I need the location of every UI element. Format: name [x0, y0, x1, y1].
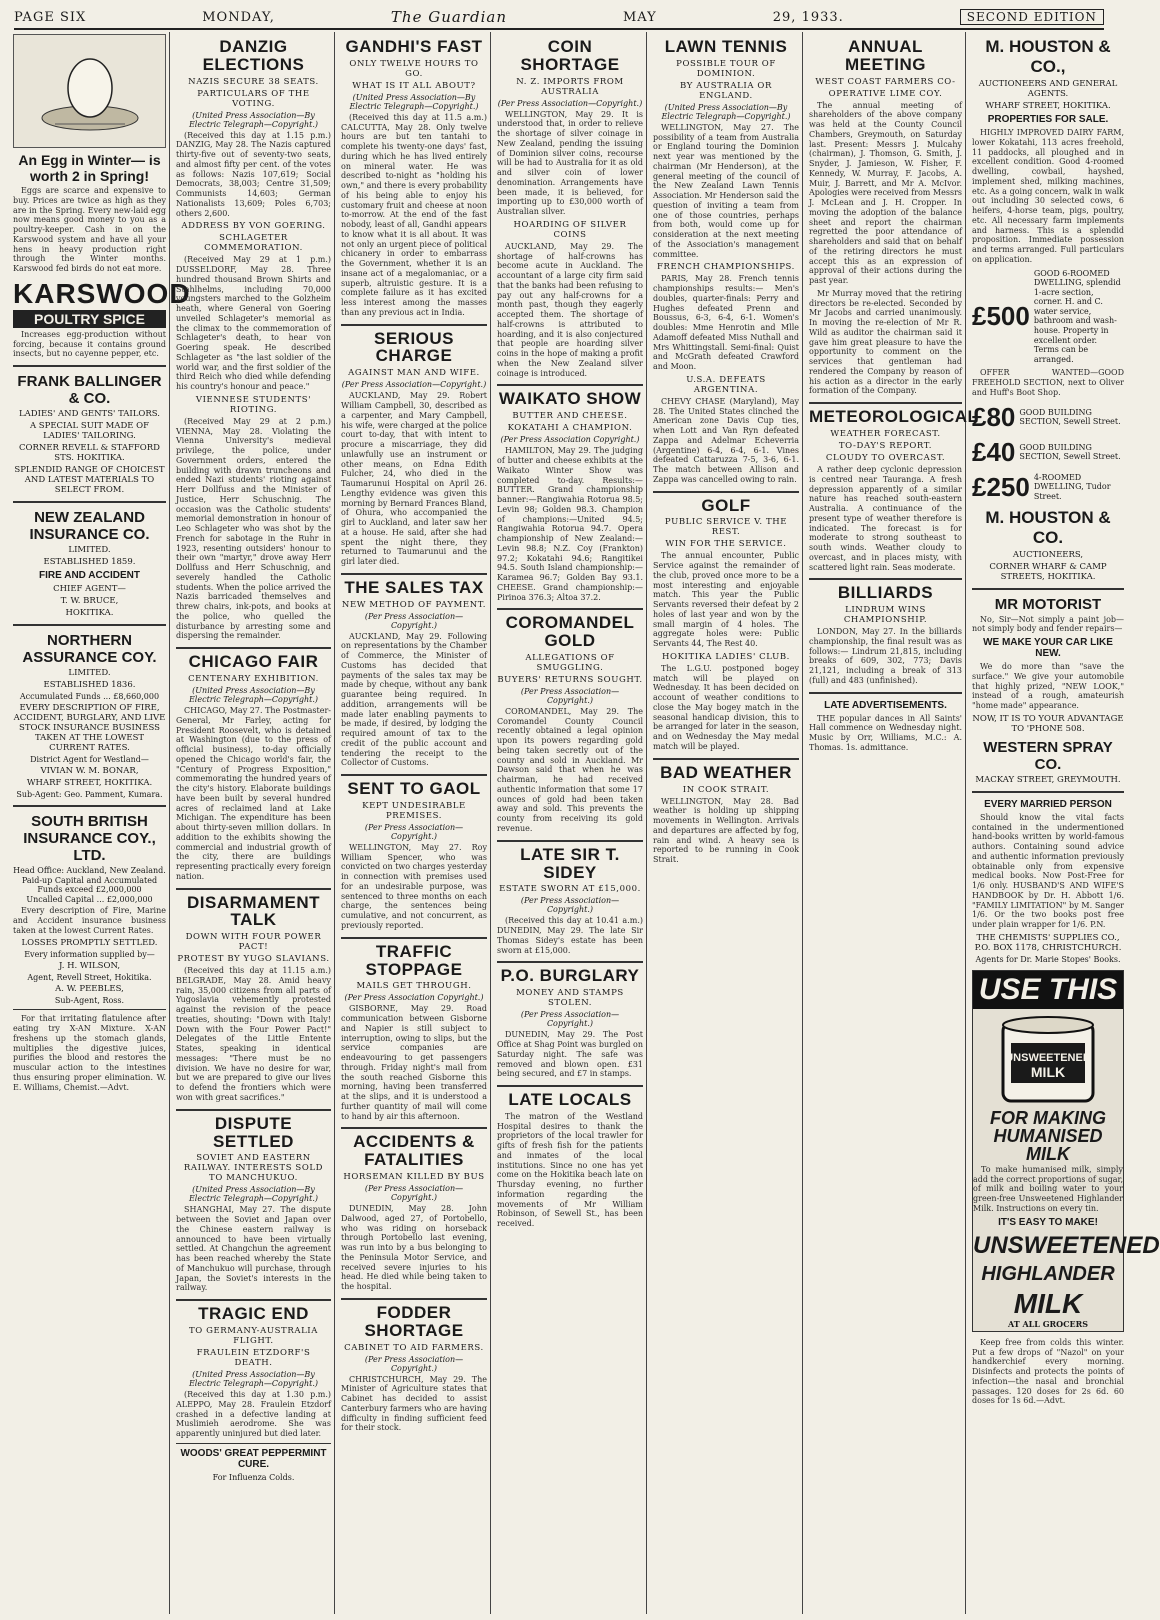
headline-gandhi: GANDHI'S FAST [345, 37, 483, 56]
headline-coromandel: COROMANDEL GOLD [497, 608, 643, 650]
traffic-credit: (Per Press Association Copyright.) [344, 993, 484, 1003]
sales-credit: (Per Press Association— Copyright.) [364, 611, 464, 630]
columns [10, 32, 1160, 1614]
headline-annual-meeting: ANNUAL MEETING [845, 37, 926, 74]
ladies-body: The L.G.U. postponed bogey match will be played on Wednesday. It has been decided on account of weather conditions to close the May bogey match in the seasonal handicap division, this to be arranged for later in the season, and on Wednesday the May medal match will be played. [653, 663, 799, 751]
price-40 [972, 437, 1124, 468]
price-250 [972, 472, 1124, 503]
paper-name: The Guardian [390, 8, 507, 26]
south-british-office: Head Office: Auckland, New Zealand. [13, 866, 166, 876]
south-british-uncalled: Uncalled Capital ... £2,000,000 [26, 895, 153, 905]
billiards-sub: LINDRUM WINS CHAMPIONSHIP. [843, 605, 928, 626]
houston-title: M. HOUSTON & CO., [985, 37, 1111, 76]
tennis-sub-1: POSSIBLE TOUR OF DOMINION. [676, 58, 776, 79]
chief-agent-label: CHIEF AGENT— [53, 584, 126, 595]
vienna-body: (Received May 29 at 2 p.m.) VIENNA, May 28. Violating the Vienna University's medieval privilege, the police, under Government orders, entered the building with drawn truncheons and ended Nazi students' rioting against Herr Dollfuss and the Minister of Justice, Herr Schuschnig. The occasion was the Catholic students' memorial demonstration in honour of Leo Schlageter who was shot by the French for sabotage in the Ruhr in 1923, resenting outsiders' honour to their own "martyr," drove away Herr Dollfuss and Herr Schuschnig, and severely handled the Catholic students. When the police arrived the Nazis barricaded themselves and threw chairs, ink-pots, and books at the police, who quelled the disturbance by arresting some and dispersing the remainder. [176, 416, 331, 641]
coromandel-credit: (Per Press Association— Copyright.) [520, 686, 620, 705]
headline-dispute: DISPUTE SETTLED [176, 1109, 331, 1151]
tennis-body: WELLINGTON, May 27. The possibility of a team from Australia or England touring the Dominion next year was mentioned by the chairman (Mr Henderson), at the general meeting of the council of the New Zealand Lawn Tennis Association. Mr Henderson said the question of inviting a team from one of those countries, perhaps from both, would come up for consideration at the next meeting of the Association's management committee. [653, 122, 799, 259]
western-spray-title: WESTERN SPRAY CO. [983, 738, 1113, 773]
milk-can-icon [973, 1013, 1123, 1105]
tennis-credit: (United Press Association—By Electric Telegraph—Copyright.) [661, 102, 791, 121]
egg-nest-icon [35, 46, 145, 136]
chief-agent-town: HOKITIKA. [65, 608, 114, 619]
headline-sent-to-gaol: SENT TO GAOL [341, 774, 487, 798]
masthead [14, 6, 1104, 30]
column-2 [173, 32, 335, 1614]
northern-established: ESTABLISHED 1836. [43, 680, 136, 691]
accidents-credit: (Per Press Association— Copyright.) [364, 1184, 464, 1203]
headline-lawn-tennis: LAWN TENNIS [664, 37, 788, 56]
danzig-body: (Received this day at 1.15 p.m.) DANZIG, May 28. The Nazis captured thirty-five out of seventy-two seats, and almost fifty per cent. of the votes as follows: Nazis 107,619; Social Democrats, 38,003; Centre 31,509; Communists 14,603; German Nationalists 13,609; Poles 6,703; others 2,600. [176, 130, 331, 218]
south-british-description: Every description of Fire, Marine and Accident insurance business taken at the lowest Current Rates. [13, 906, 166, 935]
coromandel-sub-1: ALLEGATIONS OF SMUGGLING. [525, 652, 615, 673]
davis-heading: U.S.A. DEFEATS ARGENTINA. [686, 374, 766, 395]
wilson-address: Agent, Revell Street, Hokitika. [27, 973, 152, 983]
egg-ad-title: An Egg in Winter— is worth 2 in Spring! [18, 152, 161, 185]
northern-limited: LIMITED. [68, 668, 111, 679]
page-number: PAGE SIX [14, 9, 87, 25]
milk-body: To make humanised milk, simply add the correct proportions of sugar, of milk and boiling water to your green-free Unsweetened Highlander Milk. Instructions on every tin. [973, 1164, 1123, 1213]
egg-illustration [13, 34, 166, 148]
annual-sub-2: OPERATIVE LIME COY. [828, 88, 943, 99]
waikato-credit: (Per Press Association Copyright.) [500, 435, 640, 445]
gandhi-sub-1: ONLY TWELVE HOURS TO GO. [349, 58, 479, 79]
ballinger-address: CORNER REVELL & STAFFORD STS. HOKITIKA. [19, 443, 160, 464]
late-advertisements-heading: LATE ADVERTISEMENTS. [824, 699, 947, 711]
chicago-credit: (United Press Association—By Electric Telegraph—Copyright.) [188, 686, 319, 705]
met-sub-3: CLOUDY TO OVERCAST. [825, 453, 946, 464]
schlageter-heading: SCHLAGETER COMMEMORATION. [204, 233, 303, 254]
married-heading: EVERY MARRIED PERSON [984, 798, 1112, 810]
price-500-amount: £500 [972, 300, 1030, 331]
tragic-credit: (United Press Association—By Electric Telegraph—Copyright.) [188, 1370, 319, 1388]
houston-address-2: CORNER WHARF & CAMP STREETS, HOKITIKA. [989, 561, 1107, 582]
peebles-address: Sub-Agent, Ross. [54, 996, 125, 1006]
annual-sub-1: WEST COAST FARMERS CO- [815, 76, 956, 87]
headline-meteorological: METEOROLOGICAL [809, 402, 962, 426]
headline-billiards: BILLIARDS [809, 578, 962, 602]
price-80-text: GOOD BUILDING SECTION, Sewell Street. [1019, 407, 1121, 427]
golf-body: The annual encounter, Public Service against the remainder of the club, proved once more to be a most interesting and enjoyable match. This year the Public Servants reversed their defeat by 2 holes of last year and won by the small margin of 4 holes. The aggregate holes were: Public Servants 44, The Rest 40. [653, 551, 799, 649]
column-4 [494, 32, 647, 1614]
billiards-body: LONDON, May 27. In the billiards championship, the final result was as follows:— Lindrum 21,815, including breaks of 609, 302, 773; Davis 21,121, including a break of 313 (full) and 483 (unfinished). [809, 627, 962, 685]
divider [972, 588, 1124, 590]
ballinger-sub: LADIES' AND GENTS' TAILORS. [18, 409, 160, 420]
northern-funds: Accumulated Funds ... £8,660,000 [19, 692, 160, 702]
for-making-heading: FOR MAKING HUMANISED MILK [990, 1107, 1106, 1164]
headline-sales-tax: THE SALES TAX [341, 573, 487, 597]
headline-bad-weather: BAD WEATHER [653, 758, 799, 782]
headline-accidents: ACCIDENTS & FATALITIES [341, 1127, 487, 1169]
motorist-body-2: We do more than "save the surface." We give your automobile that highly prized, "NEW LOOK," instead of a rough, amateurish "home made" appearance. [972, 662, 1124, 711]
danzig-credit: (United Press Association—By Electric Telegraph—Copyright.) [188, 110, 319, 129]
column-1 [10, 32, 191, 1614]
headline-chicago: CHICAGO FAIR [176, 647, 331, 671]
nz-insurance-established: ESTABLISHED 1859. [43, 557, 136, 568]
price-500-text: GOOD 6-ROOMED DWELLING, splendid 1-acre section, corner. H. and C. water service, bathroom and wash-house. Property in excellent order. Terms can be arranged. [1033, 268, 1121, 364]
fodder-credit: (Per Press Association— Copyright.) [364, 1354, 464, 1373]
divider [809, 692, 962, 694]
divider [176, 1443, 331, 1444]
info-supplied: Every information supplied by— [24, 950, 155, 960]
serious-credit: (Per Press Association—Copyright.) [341, 380, 487, 390]
divider [13, 1009, 166, 1010]
headline-fodder: FODDER SHORTAGE [341, 1298, 487, 1340]
district-agent-label: District Agent for Westland— [30, 755, 149, 765]
price-250-text: 4-ROOMED DWELLING, Tudor Street. [1033, 472, 1111, 501]
sidey-body: (Received this day at 10.41 a.m.) DUNEDIN, May 29. The late Sir Thomas Sidey's estate has been sworn at £15,000. [497, 916, 643, 955]
waikato-body: HAMILTON, May 29. The judging of butter and cheese exhibits at the Waikato Winter Show was completed to-day. Results:— BUTTER. Grand championship banner:—Rangiwahia Rotorua 98.5; Levin 98; Golden 98.3. Champion of champions:—United 94.5; Rangiwahia Rotorua 94.7. Opera championship of New Zealand:—Levin 98.8; N.Z. Coy (Frankton) 97.2; Kokatahi 94.6; Rangitikei 94.5. South Island championship:—Karamea 96.7; Golden Bay 93.1. CHEESE. Grand championship:—Pirinoa 376.3; Altoa 37.2. [497, 446, 643, 602]
houston-sub-2: AUCTIONEERS, [1012, 549, 1084, 560]
ballinger-special: A SPECIAL SUIT MADE OF LADIES' TAILORING. [29, 421, 150, 442]
masthead-month: MAY [623, 9, 657, 25]
xan-advert: For that irritating flatulence after eating try X-AN Mixture. X-AN freshens up the stomach glands, multiplies the digestive juices, purifies the blood and restores the muscular action to the intestines thus ensuring proper elimination. W. E. Williams, Chemist.—Advt. [13, 1014, 166, 1092]
gandhi-sub-2: WHAT IS IT ALL ABOUT? [352, 80, 476, 91]
woods-sub: For Influenza Colds. [212, 1472, 295, 1482]
serious-body: AUCKLAND, May 29. Robert William Campbell, 30, described as a carpenter, and Mary Campbell, his wife, were charged at the police court to-day, that with intent to procure a miscarriage, they did unlawfully use an instrument or other means, on Edna Edith Fulcher, 24, who died in the Taumarunui Hospital on April 26. Lengthy evidence was given this morning by Bernard Frances Bland, of Ohura, who accompanied the girl to Auckland, and later saw her at a house. He said, after she had spent the night there, they returned to Taumarunui and the girl later died. [341, 391, 487, 567]
dispute-credit: (United Press Association—By Electric Telegraph—Copyright.) [188, 1185, 319, 1204]
accidents-body: DUNEDIN, May 28. John Dalwood, aged 27, of Portobello, who was riding on horseback through Portobello last evening, was run into by a bus belonging to the Peninsula Motor Service, and received severe injuries to his head. He died while being taken to the hospital. [341, 1204, 487, 1292]
golf-sub: PUBLIC SERVICE V. THE REST. [664, 517, 788, 538]
column-7 [969, 32, 1160, 1614]
motorist-title: MR MOTORIST [994, 595, 1102, 613]
price-80 [972, 402, 1124, 433]
chemists-agents: Agents for Dr. Marie Stopes' Books. [975, 954, 1121, 964]
district-agent-name: VIVIAN W. M. BONAR, [40, 766, 139, 777]
headline-burglary: P.O. BURGLARY [497, 961, 643, 985]
chemists-supplies: THE CHEMISTS' SUPPLIES CO., P.O. BOX 1178, CHRISTCHURCH. [974, 932, 1122, 953]
south-british-title: SOUTH BRITISH INSURANCE COY., LTD. [23, 813, 156, 865]
divider [972, 791, 1124, 793]
price-250-amount: £250 [972, 471, 1030, 502]
northern-description: EVERY DESCRIPTION OF FIRE, ACCIDENT, BURGLARY, AND LIVE STOCK INSURANCE BUSINESS TAKEN AT THE LOWEST CURRENT RATES. [13, 703, 166, 754]
column-6 [806, 32, 979, 1614]
chicago-body: CHICAGO, May 27. The Postmaster-General, Mr Farley, acting for President Roosevelt, who is detained at Washington (due to the press of official business), to-day officially opened the Chicago world's fair, the "Century of Progress Exposition," commemorating the hundred years of the city's history. Elaborate buildings have been built by several hundred acres of reclaimed land at Lake Michigan. The expenditure has been about thirty-seven million dollars. In addition to the exhibits showing the commercial and industrial growth of the city, there are buildings representing practically every foreign nation. [176, 706, 331, 881]
ballinger-title: FRANK BALLINGER & CO. [17, 373, 162, 408]
accidents-sub: HORSEMAN KILLED BY BUS [343, 1172, 485, 1183]
price-40-text: GOOD BUILDING SECTION, Sewell Street. [1019, 442, 1121, 462]
weather-body: WELLINGTON, May 28. Bad weather is holding up shipping movements in Wellington. Arrivals and departures are affected by fog, rain and wind. A heavy sea is reported to be running in Cook Strait. [653, 796, 799, 865]
french-body: PARIS, May 28. French tennis championships results:— Men's doubles, quarter-finals: Perry and Hughes defeated Prenn and Boussus, 6-3, 6-4, 6-1. Women's doubles: Mme Henrotin and Mlle Adamoff defeated Miss Nuthall and Mrs Whittingstall. Semi-final: Quist and McGrath defeated Crawford and Moon. [653, 274, 799, 372]
nazol-advert: Keep free from colds this winter. Put a few drops of "Nazol" on your handkerchief every morning. Disinfects and protects the points of infection—the nasal and bronchial passages. 120 doses for 2s 6d. 60 doses for 1s 6d.—Advt. [972, 1337, 1124, 1406]
price-40-amount: £40 [972, 436, 1016, 467]
woods-advert: WOODS' GREAT PEPPERMINT CURE. [180, 1447, 327, 1470]
motorist-body: No, Sir—Not simply a paint job—not simply body and fender repairs— [972, 614, 1124, 634]
dispute-sub: SOVIET AND EASTERN RAILWAY. INTERESTS SOLD TO MANCHUKUO. [183, 1153, 324, 1184]
houston-title-2: M. HOUSTON & CO. [985, 507, 1111, 547]
coromandel-sub-2: BUYERS' RETURNS SOUGHT. [497, 674, 643, 685]
houston-address: WHARF STREET, HOKITIKA. [985, 101, 1111, 111]
price-500 [972, 269, 1124, 365]
poultry-spice-banner: POULTRY SPICE [13, 310, 166, 328]
met-sub-1: WEATHER FORECAST. [830, 429, 941, 440]
sidey-credit: (Per Press Association— Copyright.) [520, 896, 620, 915]
traffic-body: GISBORNE, May 29. Road communication between Gisborne and Napier is still subject to interruption, owing to slips, but the service companies are endeavouring to get passengers through. Friday night's mail from the south reached Gisborne this morning, having been transferred at the slips, and it is understood a further quantity of mail will come to hand by air this afternoon. [341, 1004, 487, 1121]
gaol-sub: KEPT UNDESIRABLE PREMISES. [362, 800, 466, 821]
coin-credit: (Per Press Association—Copyright.) [497, 98, 643, 108]
married-body: Should know the vital facts contained in the undermentioned hand-books written by world-famous authors. Containing sound advice and authentic information previously obtainable only from expensive medical books. Now Post-Free for 1/6 only. HUSBAND'S AND WIFE'S HANDBOOK by Dr. H. Abbott 1/6. "FAMILY LIMITATION" by M. Sanger 1/6. Or the two books post free under plain wrapper for 1/6. P.N. [972, 812, 1124, 930]
headline-disarmament: DISARMAMENT TALK [176, 888, 331, 930]
sidey-sub: ESTATE SWORN AT £15,000. [499, 884, 641, 895]
losses-settled: LOSSES PROMPTLY SETTLED. [21, 938, 158, 949]
egg-ad-body: Eggs are scarce and expensive to buy. Prices are twice as high as they are in the Spring. Every new-laid egg now means good money to you as a poultry-keeper. Cash in on the Karswood system and have all your hens in heavy production right through the Winter months. Karswood fed birds do not eat more. [13, 186, 166, 274]
met-body: A rather deep cyclonic depression is centred near Tauranga. A fresh depression apparently of a similar nature has reached south-eastern Australia. A continuance of the present type of weather therefore is indicated. The forecast is for moderate to strong southeast to south winds. Weather cloudy to overcast, and in places misty, with scattered light rain. Seas moderate. [809, 465, 962, 572]
divider [13, 501, 166, 503]
tragic-sub-2: FRAULEIN ETZDORF'S DEATH. [196, 1348, 311, 1368]
nz-insurance-limited: LIMITED. [68, 545, 111, 556]
nz-insurance-title: NEW ZEALAND INSURANCE CO. [29, 509, 150, 544]
price-80-amount: £80 [972, 401, 1016, 432]
coromandel-body: COROMANDEL, May 29. The Coromandel County Council recently obtained a legal opinion upon its powers regarding gold being taken secretly out of the county and sold in Auckland. Mr Dawson said that when he was chairman, he had received authentic information that some 17 ounces of gold had been taken away and sold. This prevents the county from receiving its gold revenue. [497, 706, 643, 833]
gaol-body: WELLINGTON, May 27. Roy William Spencer, who was convicted on two charges yesterday in connection with premises used for an undesirable purpose, was sentenced to three months on each charge, the sentences being cumulative, and not concurrent, as previously reported. [341, 842, 487, 930]
headline-late-locals: LATE LOCALS [497, 1085, 643, 1109]
gaol-credit: (Per Press Association— Copyright.) [364, 822, 464, 841]
highlander-label: HIGHLANDER [981, 1262, 1115, 1285]
masthead-date: 29, 1933. [772, 9, 844, 25]
davis-body: CHEVY CHASE (Maryland), May 28. The United States clinched the American zone Davis Cup ties, when Lott and Van Ryn defeated Zappa and Adelmar Echeverria (Argentine) 6-4, 6-4, 6-1. Vines defeated Cattaruzza 7-5, 3-6, 6-1. The match between Allison and Zappa was cancelled owing to rain. [653, 396, 799, 484]
tennis-sub-2: BY AUSTRALIA OR ENGLAND. [680, 80, 772, 101]
headline-tragic: TRAGIC END [176, 1299, 331, 1323]
motorist-phone: NOW, IT IS TO YOUR ADVANTAGE TO 'PHONE 508. [972, 713, 1124, 734]
french-heading: FRENCH CHAMPIONSHIPS. [657, 262, 795, 273]
property-listing: HIGHLY IMPROVED DAIRY FARM, lower Kokatahi, 113 acres freehold, 11 paddocks, all ploughed and in excellent condition. Good 4-roomed dwelling, cowbail, hayshed, implement shed, milking machines, etc. As a going concern, walk in walk out including 30 selected cows, 6 heifers, 4-horse team, pigs, poultry, etc. All necessary farm implements and harness. This is a splendid proposition. Immediate possession and terms arranged. Full particulars on application. [972, 128, 1124, 264]
sales-sub: NEW METHOD OF PAYMENT. [341, 599, 487, 610]
headline-golf: GOLF [653, 491, 799, 515]
traffic-sub: MAILS GET THROUGH. [356, 981, 472, 992]
masthead-day: MONDAY, [202, 9, 275, 25]
sub-agent: Sub-Agent: Geo. Pamment, Kumara. [16, 790, 163, 800]
serious-sub: AGAINST MAN AND WIFE. [348, 368, 480, 379]
karswood-title: KARSWOOD [13, 277, 191, 309]
disarm-sub-2: PROTEST BY YUGO SLAVIANS. [177, 954, 330, 965]
hoarding-body: AUCKLAND, May 29. The shortage of half-crowns has become acute in Auckland. The accountant of a large city firm said that the banks had been refusing to pay out any half-crowns for a month past, though they eagerly accepted them. The shortage of half-crowns is attributed to hoarding, and it is also conjectured that people are hoarding silver coins in the hope of making a profit when the New Zealand silver coinage is introduced. [497, 241, 643, 378]
fodder-body: CHRISTCHURCH, May 29. The Minister of Agriculture states that Cabinet has decided to assist Canterbury farmers who are having difficulty in finding sufficient feed for their stock. [341, 1374, 487, 1433]
fodder-sub: CABINET TO AID FARMERS. [344, 1342, 484, 1353]
annual-body-2: Mr Murray moved that the retiring directors be re-elected. Seconded by Mr Jacobs and carried unanimously. In moving the re-election of Mr R. Wild as auditor the chairman said it gave him great pleasure to have the opportunity to comment on the services that gentleman had rendered the Company by reason of his action as a director in the early formation of the Company. [809, 288, 962, 396]
district-agent-address: WHARF STREET, HOKITIKA. [26, 778, 153, 789]
milk-label: MILK [1013, 1287, 1083, 1319]
karswood-note: Increases egg-production without forcing, because it contains ground insects, but no cayenne pepper, etc. [13, 329, 166, 359]
highlander-milk-advert [972, 970, 1160, 1332]
late-advertisements-body: THE popular dances in All Saints' Hall commence on Wednesday night. Music by Orr, Williams, M.C.: A. Thomas. 1s. admittance. [809, 713, 962, 752]
headline-sidey: LATE SIR T. SIDEY [497, 840, 643, 882]
tragic-body: (Received this day at 1.30 p.m.) ALEPPO, May 28. Fraulein Etzdorf crashed in a defective landing at Muslimieh aerodrome. She was apparently uninjured but died later. [176, 1390, 331, 1438]
column-3 [338, 32, 491, 1614]
south-british-capital: Paid-up Capital and Accumulated Funds exceed £2,000,000 [21, 876, 158, 895]
offer-wanted: OFFER WANTED—GOOD FREEHOLD SECTION, next to Oliver and Huff's Boot Shop. [972, 368, 1124, 397]
burglary-body: DUNEDIN, May 29. The Post Office at Shag Point was burgled on Saturday night. The safe was removed and blown open. £31 being secured, and £7 in stamps. [497, 1030, 643, 1079]
ladies-heading: HOKITIKA LADIES' CLUB. [662, 651, 790, 662]
western-spray-address: MACKAY STREET, GREYMOUTH. [975, 774, 1121, 785]
divider [13, 805, 166, 807]
easy-to-make: IT'S EASY TO MAKE! [998, 1216, 1098, 1228]
svg-text:MILK: MILK [1030, 1063, 1066, 1080]
annual-body: The annual meeting of shareholders of the above company was held at the County Council Chambers, Greymouth, on Saturday last. Present: Messrs J. Mulcahy (chairman), J. Thomson, G. Smith, J. Snyder, J. Jamieson, W. Fisher, F. Kennedy, W. Murray, F. Jacobs, A. Muir, J. Barrett, and Mr A. McIvor. Apologies were received from Messrs J. McLean and J. H. Cropper. In moving the adoption of the balance sheet and report the chairman regretted the poor attendance of shareholders and said that on behalf of the retiring directors he must accept this as an expression of approval of their actions during the past year. [809, 100, 962, 286]
divider [13, 365, 166, 367]
svg-text:UNSWEETENED: UNSWEETENED [1005, 1051, 1091, 1064]
vienna-heading: VIENNESE STUDENTS' RIOTING. [195, 394, 312, 415]
headline-serious-charge: SERIOUS CHARGE [341, 324, 487, 366]
use-this-banner: USE THIS [973, 971, 1123, 1009]
chicago-sub: CENTENARY EXHIBITION. [188, 674, 319, 685]
headline-danzig: DANZIG ELECTIONS [202, 37, 305, 74]
waikato-sub-1: BUTTER AND CHEESE. [512, 411, 628, 422]
fire-accident-label: FIRE AND ACCIDENT [39, 570, 140, 582]
properties-heading: PROPERTIES FOR SALE. [987, 114, 1109, 125]
hoarding-heading: HOARDING OF SILVER COINS [513, 219, 627, 240]
motorist-new: WE MAKE YOUR CAR LIKE NEW. [983, 637, 1113, 660]
houston-sub: AUCTIONEERS AND GENERAL AGENTS. [978, 79, 1118, 99]
weather-sub: IN COOK STRAIT. [682, 784, 770, 795]
burglary-credit: (Per Press Association— Copyright.) [520, 1010, 620, 1029]
headline-waikato: WAIKATO SHOW [497, 384, 643, 408]
ballinger-range: SPLENDID RANGE OF CHOICEST AND LATEST MATERIALS TO SELECT FROM. [14, 465, 165, 496]
golf-sub-2: WIN FOR THE SERVICE. [665, 539, 787, 550]
coin-sub: N. Z. IMPORTS FROM AUSTRALIA [516, 76, 624, 97]
peebles-name: A. W. PEEBLES, [55, 984, 124, 995]
coin-body: WELLINGTON, May 29. It is understood that, in order to relieve the shortage of silver coinage in New Zealand, pending the issuing of Dominion silver coins, recourse will be had to Australia for it as old and silver coin of lower denomination. Arrangements have been made, it is believed, for importing up to £30,000 worth of Australian silver. [497, 109, 643, 217]
danzig-sub-2: PARTICULARS OF THE VOTING. [197, 88, 310, 109]
column-5 [650, 32, 803, 1614]
tragic-sub-1: TO GERMANY-AUSTRALIA FLIGHT. [188, 1326, 319, 1346]
gandhi-body: (Received this day at 11.5 a.m.) CALCUTTA, May 28. Only twelve hours are but ten tantahi to complete his twenty-one days' fast, during which he has lived entirely on mineral water. He was described to-night as "holding his own," and there is every probability of his being able to enjoy his customary fruit and cheese at noon to-morrow. At the end of the fast nobody, least of all, Gandhi appears to know what it is all about. It was not only an urgent piece of political chicanery in order to embarrass the Government, whether it is an insane act of a megalomaniac, or a superb, altruistic gesture. It is a complete failure as it has excited less interest among the masses than any previous act in India. [341, 112, 487, 317]
sales-body: AUCKLAND, May 29. Following on representations by the Chamber of Commerce, the Minister of Customs has decided that payments of the sales tax may be made by cheque, without any bank guarantee being required. In addition, arrangements will be made later enabling payments to be made, if desired, by lodging the required amount of tax to the credit of the public account and tendering the receipt to the Collector of Customs. [341, 631, 487, 768]
northern-title: NORTHERN ASSURANCE COY. [22, 632, 157, 667]
schlageter-body: (Received May 29 at 1 p.m.) DUSSELDORF, May 28. Three hundred thousand Brown Shirts and Stahlhelms, including 70,000 youngsters marched to the Golzheim heath, where General von Goering unveiled Schlageter's memorial as the climax to the commemoration of Schlageter's death, to hear von Goering speak. He described Schlageter as "the last soldier of the world war, and the first soldier of the third Reich who died while defending his country's honour and peace." [176, 255, 331, 392]
chief-agent-name: T. W. BRUCE, [60, 596, 119, 607]
locals-body: The matron of the Westland Hospital desires to thank the proprietors of the local trawler for gifts of fresh fish for the patients and inmates of the local institutions. Since no one has yet come on the Hokitika beach late on Thursday evening, no further information regarding the movements of Mr William Robinson, of Sewell St., has been received. [497, 1111, 643, 1229]
at-all-grocers: AT ALL GROCERS [1007, 1318, 1089, 1329]
wilson-name: J. H. WILSON, [58, 961, 121, 972]
disarm-body: (Received this day at 11.15 a.m.) BELGRADE, May 28. Amid heavy rain, 35,000 citizens from all parts of Yugoslavia vehemently protested against the revision of the peace treaties, shouting: "Down with Italy! Down with the Four Power Pact!" Delegates of the Little Entente States, speaking in identical messages: "There must be no division. We have no desire for war, but we are prepared to give our lives to defend the frontiers which were won with great sacrifices." [176, 966, 331, 1102]
goering-heading: ADDRESS BY VON GOERING. [181, 221, 326, 232]
met-sub-2: TO-DAY'S REPORT. [838, 441, 933, 452]
disarm-sub-1: DOWN WITH FOUR POWER PACT! [185, 932, 322, 953]
divider [13, 624, 166, 626]
waikato-sub-2: KOKATAHI A CHAMPION. [507, 423, 633, 434]
danzig-sub-1: NAZIS SECURE 38 SEATS. [188, 76, 319, 87]
dispute-body: SHANGHAI, May 27. The dispute between the Soviet and Japan over the Chinese eastern railway is announced to have been virtually settled. At Changchun the agreement has been reached whereby the State of Manchukuo will purchase, through Japan, the Soviet's interests in the railway. [176, 1205, 331, 1293]
edition-label: SECOND EDITION [960, 9, 1104, 25]
gandhi-credit: (United Press Association—By Electric Telegraph—Copyright.) [349, 92, 479, 111]
headline-traffic: TRAFFIC STOPPAGE [341, 937, 487, 979]
headline-coin-shortage: COIN SHORTAGE [520, 37, 620, 74]
unsweetened-label: UNSWEETENED [973, 1231, 1160, 1259]
burglary-sub: MONEY AND STAMPS STOLEN. [516, 988, 624, 1009]
